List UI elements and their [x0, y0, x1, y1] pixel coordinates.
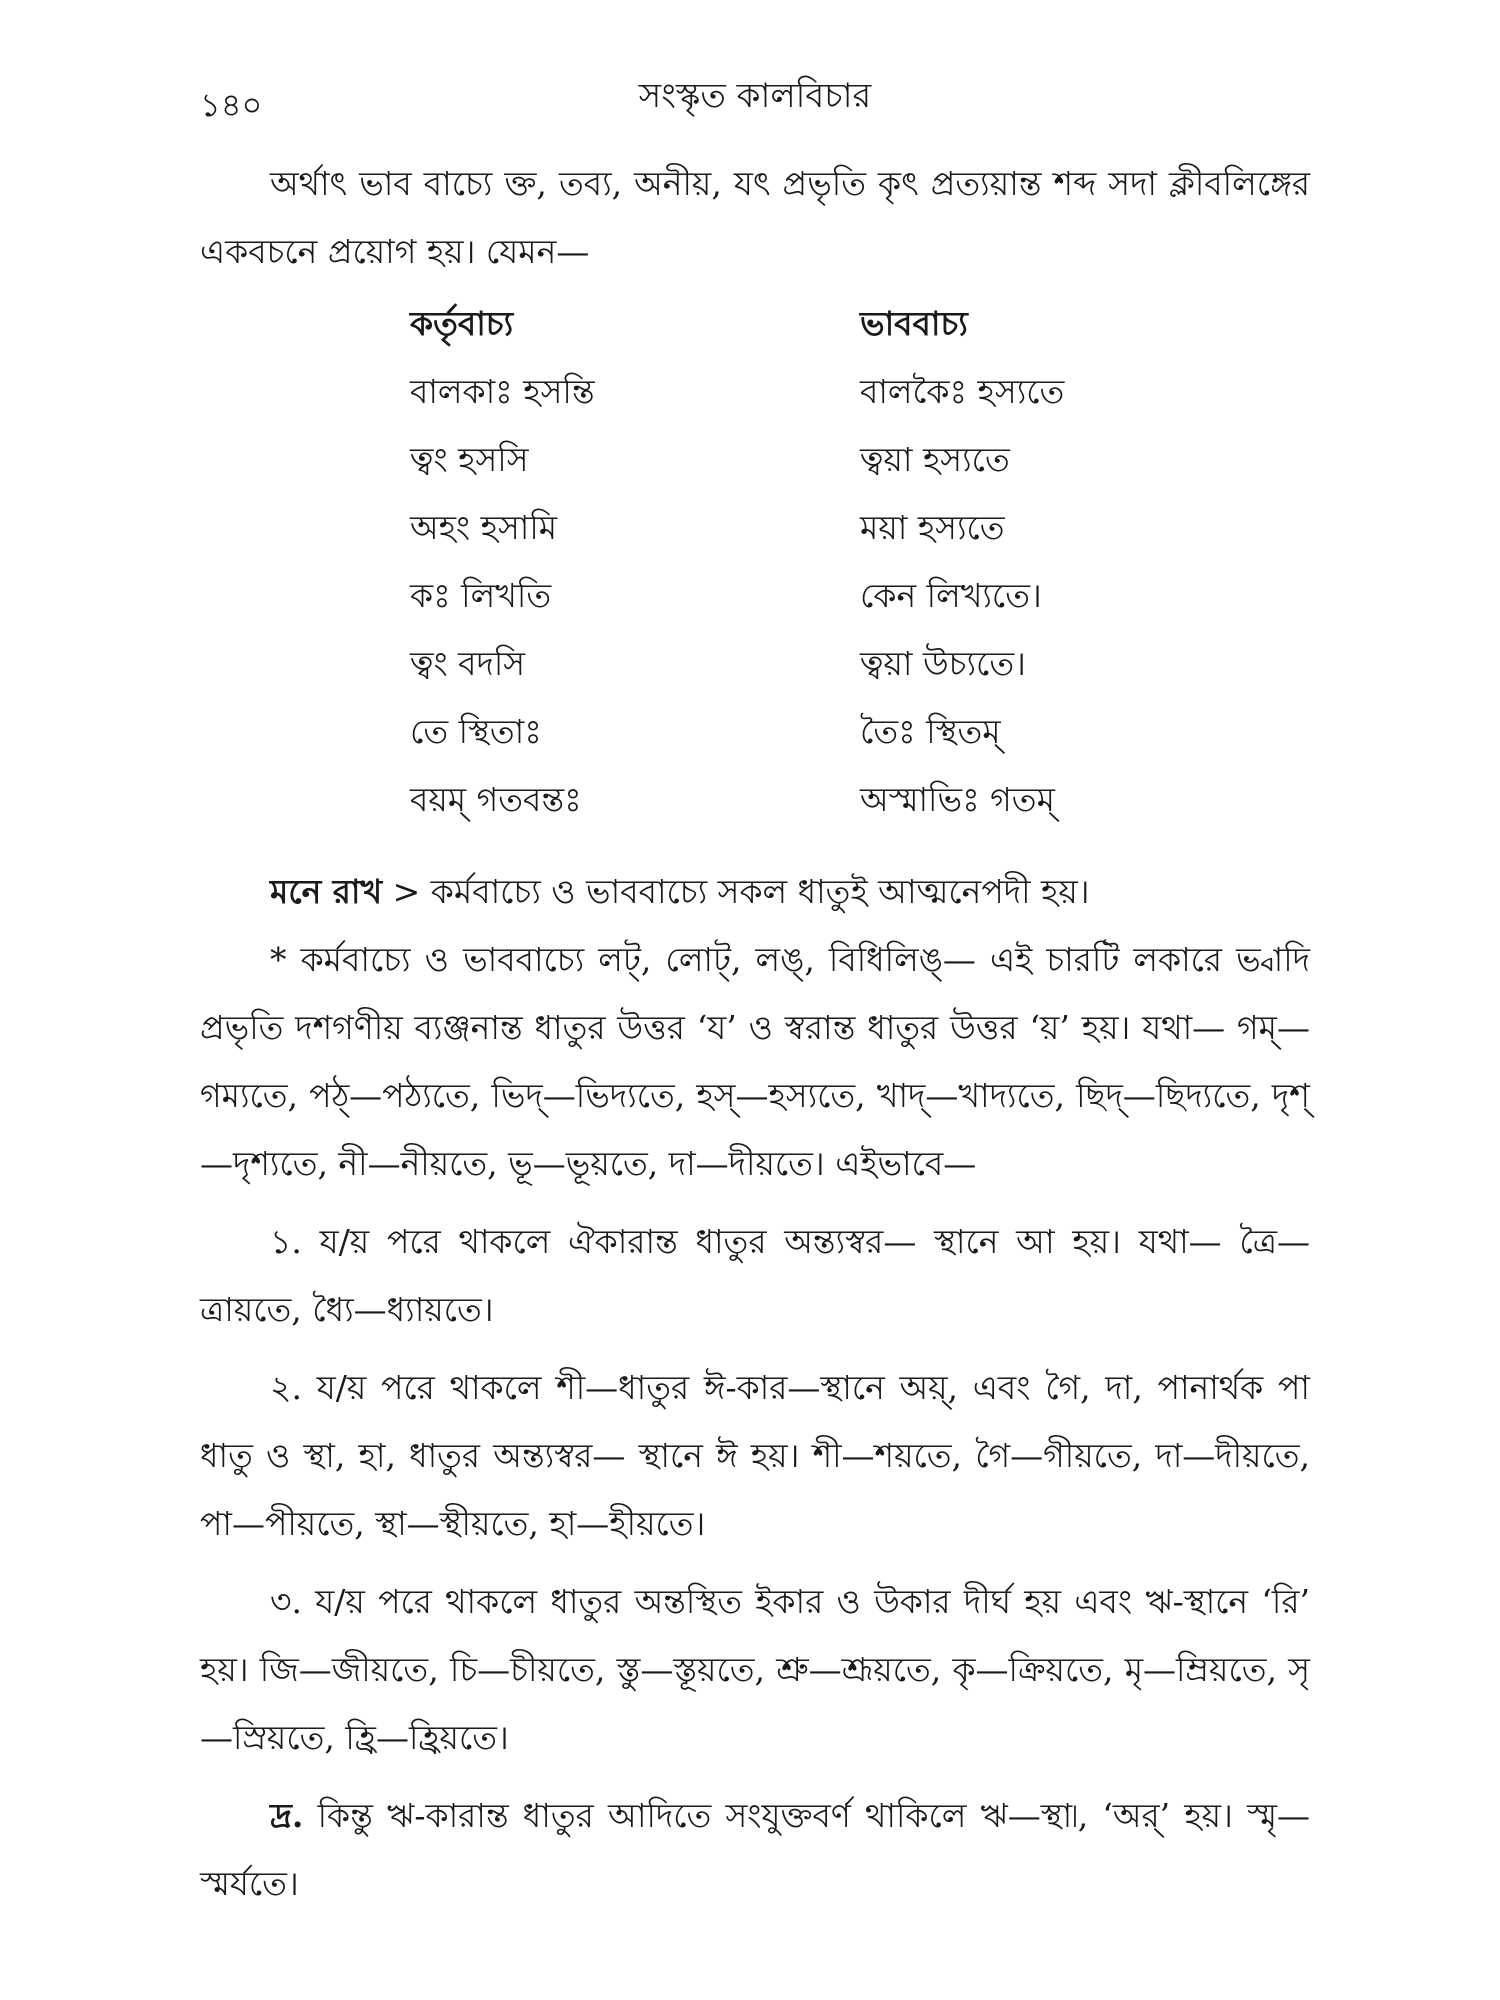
header-kartri-vachya: কর্তৃবাচ্য — [410, 304, 514, 343]
table-row — [410, 700, 1190, 768]
final-note-label: দ্র. — [270, 1796, 304, 1835]
table-row — [410, 768, 1190, 836]
table-cell: ত্বং হসসি — [410, 440, 529, 479]
table-cell: ময়া হস্যতে — [860, 508, 1005, 547]
rule-3-paragraph: ৩. য/য় পরে থাকলে ধাতুর অন্তস্থিত ইকার ও উকার দীর্ঘ হয় এবং ঋ-স্থানে ‘রি’ হয়। জি—জীয়তে, চি—চীয়তে, স্তু—স্তূয়তে, শ্রু—শ্রূয়তে, কৃ—ক্রিয়তে, মৃ—ম্রিয়তে, সৃ—স্রিয়তে, হ্রি—হ্রিয়তে। — [200, 1582, 1310, 1757]
rule-1-paragraph: ১. য/য় পরে থাকলে ঐকারান্ত ধাতুর অন্ত্যস্বর— স্থানে আ হয়। যথা— ত্রৈ—ত্রায়তে, ধ্যৈ—ধ্যায়তে। — [200, 1222, 1310, 1329]
remember-label: মনে রাখ — [270, 872, 383, 911]
table-cell: তৈঃ স্থিতম্ — [860, 712, 1001, 751]
final-note-paragraph — [200, 1782, 1310, 1918]
intro-paragraph: অর্থাৎ ভাব বাচ্যে ক্ত, তব্য, অনীয়, যৎ প্রভৃতি কৃৎ প্রত্যয়ান্ত শব্দ সদা ক্লীবলিঙ্গের একবচনে প্রয়োগ হয়। যেমন— — [200, 164, 1310, 271]
page-number: ১৪০ — [200, 86, 263, 124]
table-cell: অহং হসামি — [410, 508, 558, 547]
intro-block — [200, 150, 1310, 286]
table-cell: বয়ম্ গতবন্তঃ — [410, 780, 582, 819]
table-cell: ত্বং বদসি — [410, 644, 526, 683]
rule-2-paragraph: ২. য/য় পরে থাকলে শী—ধাতুর ঈ-কার—স্থানে অয়্, এবং গৈ, দা, পানার্থক পা ধাতু ও স্থা, হা, ধাতুর অন্ত্যস্বর— স্থানে ঈ হয়। শী—শয়তে, গৈ—গীয়তে, দা—দীয়তে, পা—পীয়তে, স্থা—স্থীয়তে, হা—হীয়তে। — [200, 1368, 1310, 1543]
header-bhava-vachya: ভাববাচ্য — [860, 304, 968, 343]
table-cell: কঃ লিখতি — [410, 576, 552, 615]
table-row — [410, 496, 1190, 564]
table-row — [410, 564, 1190, 632]
running-title: সংস্কৃত কালবিচার — [638, 76, 872, 116]
table-cell: তে স্থিতাঃ — [410, 712, 542, 751]
rule-star-paragraph: * কর্মবাচ্যে ও ভাববাচ্যে লট্, লোট্, লঙ্, বিধিলিঙ্— এই চারটি লকারে ভ্বাদি প্রভৃতি দশগণীয় ব্যঞ্জনান্ত ধাতুর উত্তর ‘য’ ও স্বরান্ত ধাতুর উত্তর ‘য়’ হয়। যথা— গম্—গম্যতে, পঠ্—পঠ্যতে, ভিদ্—ভিদ্যতে, হস্—হস্যতে, খাদ্—খাদ্যতে, ছিদ্—ছিদ্যতে, দৃশ্—দৃশ্যতে, নী—নীয়তে, ভূ—ভূয়তে, দা—দীয়তে। এইভাবে— — [200, 940, 1310, 1183]
remember-note — [200, 858, 1310, 926]
table-row — [410, 632, 1190, 700]
table-row — [410, 360, 1190, 428]
final-note-text: কিন্তু ঋ-কারান্ত ধাতুর আদিতে সংযুক্তবর্ণ থাকিলে ঋ—স্থা৷, ‘অর্’ হয়। স্মৃ—স্মর্যতে। — [200, 1796, 1310, 1903]
rules-block — [200, 858, 1310, 1918]
page-header — [200, 70, 1310, 130]
voice-comparison-table — [410, 292, 1190, 836]
table-header-row — [410, 292, 1190, 360]
table-cell: ত্বয়া হস্যতে — [860, 440, 1010, 479]
table-cell: বালকৈঃ হস্যতে — [860, 372, 1065, 411]
table-cell: ত্বয়া উচ্যতে। — [860, 644, 1026, 683]
table-cell: অস্মাভিঃ গতম্ — [860, 780, 1055, 819]
table-row — [410, 428, 1190, 496]
table-cell: কেন লিখ্যতে। — [860, 576, 1042, 615]
table-cell: বালকাঃ হসন্তি — [410, 372, 595, 411]
remember-text: > কর্মবাচ্যে ও ভাববাচ্যে সকল ধাতুই আত্মনেপদী হয়। — [382, 872, 1090, 911]
